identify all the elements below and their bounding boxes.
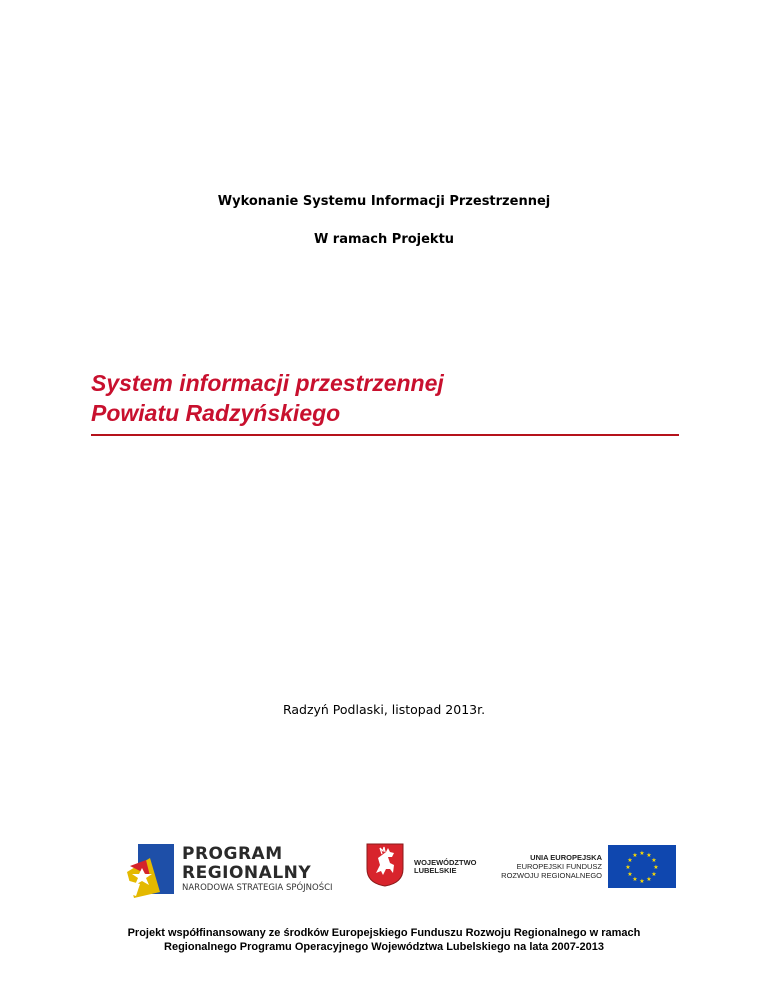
lubelskie-label: LUBELSKIE <box>414 866 457 875</box>
svg-text:★: ★ <box>653 864 659 871</box>
footer-note <box>0 926 768 954</box>
strategy-subtitle: NARODOWA STRATEGIA SPÓJNOŚCI <box>182 883 333 893</box>
svg-text:★: ★ <box>632 852 638 859</box>
svg-text:★: ★ <box>632 876 638 883</box>
fund-label: EUROPEJSKI FUNDUSZ <box>516 862 602 871</box>
regional-development-label: ROZWOJU REGIONALNEGO <box>501 871 602 880</box>
svg-text:★: ★ <box>639 878 645 885</box>
document-title-line-2: Powiatu Radzyńskiego <box>91 400 341 426</box>
wojewodztwo-label: WOJEWÓDZTWO <box>414 858 477 867</box>
svg-text:★: ★ <box>625 864 631 871</box>
title-underline <box>91 434 679 436</box>
document-title-line-1: System informacji przestrzennej <box>91 370 444 396</box>
program-label: PROGRAM <box>182 844 283 864</box>
eu-flag-icon <box>608 845 676 888</box>
svg-text:★: ★ <box>639 850 645 857</box>
coat-of-arms-icon <box>366 843 404 887</box>
svg-text:★: ★ <box>627 871 633 878</box>
svg-text:★: ★ <box>627 857 633 864</box>
header-line-2: W ramach Projektu <box>313 232 455 247</box>
svg-text:★: ★ <box>646 876 652 883</box>
program-regionalny-emblem-icon <box>124 842 178 900</box>
eu-logo <box>500 843 680 889</box>
header-line-1: Wykonanie Systemu Informacji Przestrzennej <box>217 194 551 209</box>
svg-text:★: ★ <box>651 871 657 878</box>
svg-text:★: ★ <box>646 852 652 859</box>
eu-name-label: UNIA EUROPEJSKA <box>530 853 602 862</box>
footer-line-1: Projekt współfinansowany ze środków Europejskiego Funduszu Rozwoju Regionalnego w ramach <box>127 927 641 939</box>
wojewodztwo-lubelskie-logo <box>366 843 496 888</box>
program-regionalny-logo <box>124 842 354 902</box>
regionalny-label: REGIONALNY <box>182 863 312 883</box>
svg-text:★: ★ <box>651 857 657 864</box>
place-and-date: Radzyń Podlaski, listopad 2013r. <box>282 702 486 717</box>
footer-line-2: Regionalnego Programu Operacyjnego Województwa Lubelskiego na lata 2007-2013 <box>164 941 604 953</box>
